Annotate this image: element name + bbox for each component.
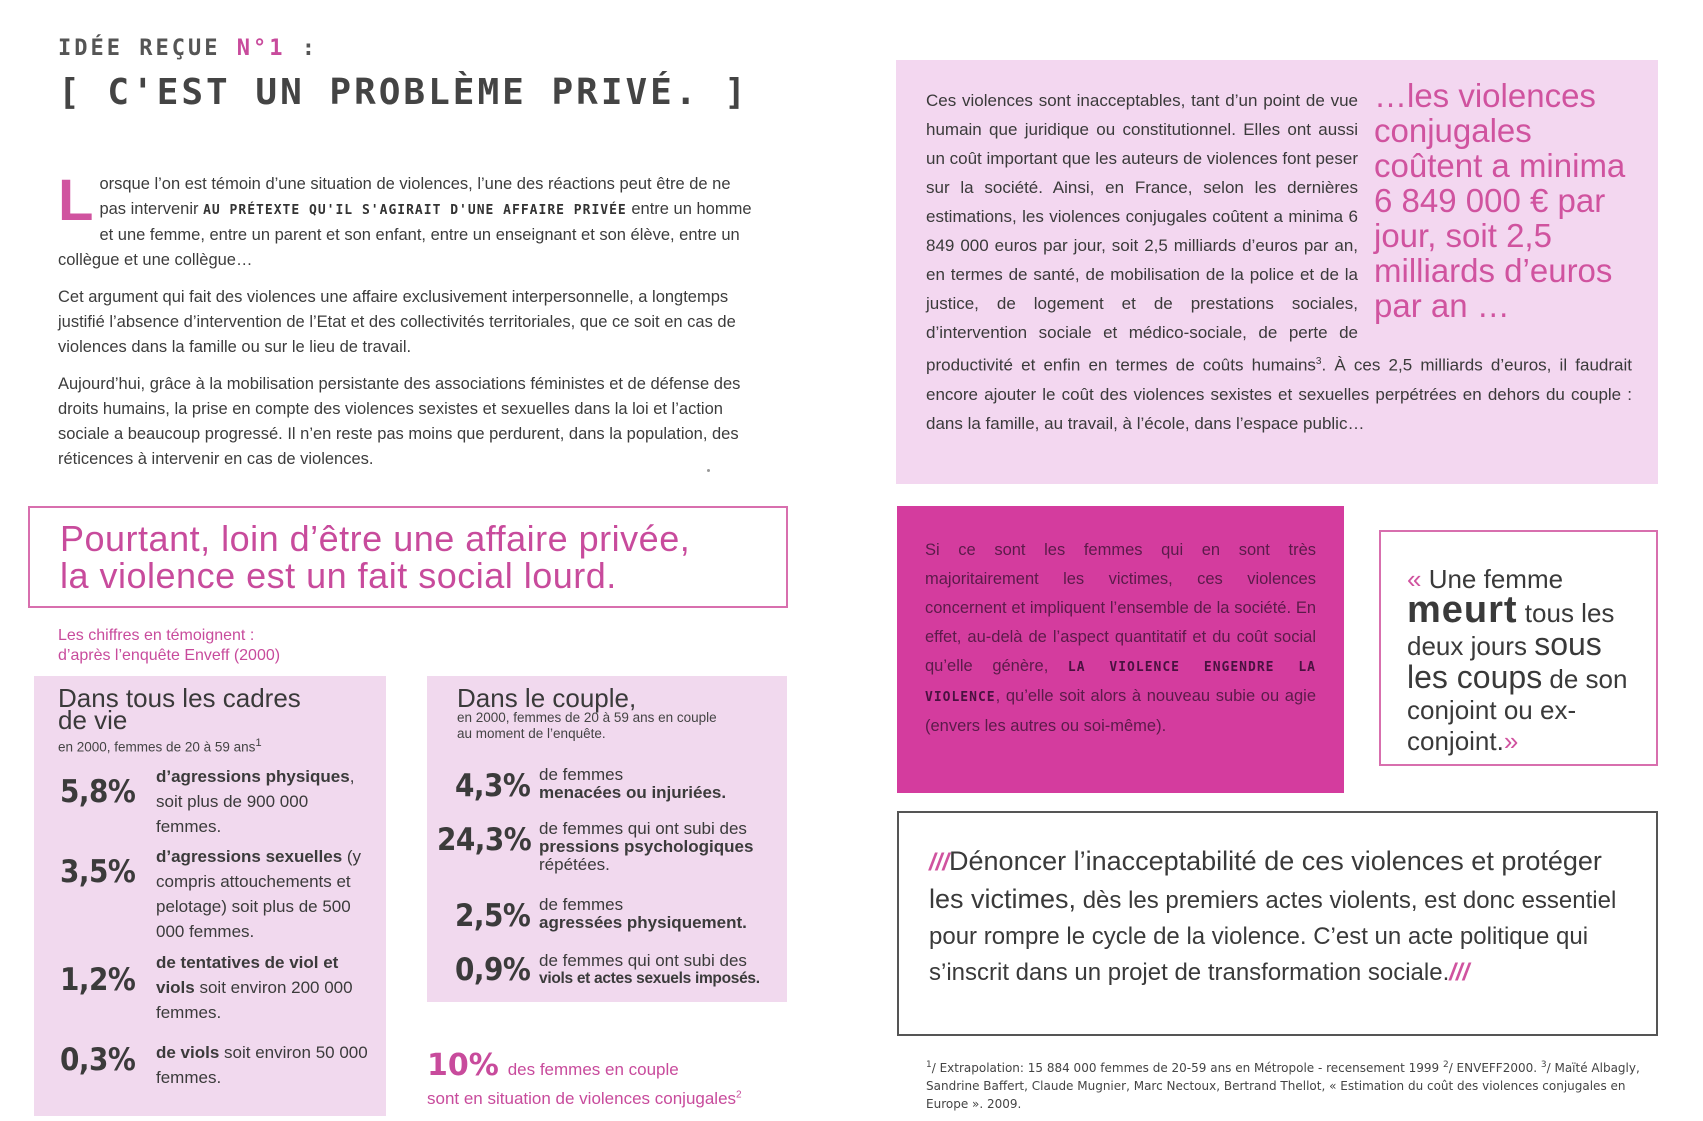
quote-t2: meurt bbox=[1407, 589, 1518, 631]
stat-value: 3,5% bbox=[60, 854, 136, 890]
cost-box bbox=[896, 60, 1658, 484]
intro-paragraph-2: Cet argument qui fait des violences une affaire exclusivement interpersonnelle, a longtemps justifié l’absence d’intervention de l’Etat et des collectivités territoriales, que ce soit en cas de violences dans la famille ou sur le lieu de travail. bbox=[58, 288, 736, 356]
box-title-line-1: Dans tous les cadres bbox=[58, 683, 301, 713]
stat-bold: de viols bbox=[156, 1043, 220, 1062]
stat-bold: menacées ou injuriées. bbox=[539, 783, 727, 802]
ten-percent-text-2 bbox=[427, 1089, 807, 1109]
kicker bbox=[58, 36, 318, 61]
quote-t5: de son conjoint ou ex-conjoint. bbox=[1407, 664, 1628, 756]
stat-value: 1,2% bbox=[60, 962, 136, 998]
footnote-3: / Maïté Albagly, Sandrine Baffert, Claude Mugnier, Marc Nectoux, Bertrand Thellot, « Estimation du coût des violences conjugales en Europe ». 2009. bbox=[926, 1061, 1640, 1111]
stat-rest: soit environ 50 000 femmes. bbox=[156, 1043, 368, 1087]
stat-text bbox=[156, 1040, 384, 1090]
stat-text bbox=[156, 764, 376, 839]
footnotes bbox=[926, 1056, 1642, 1113]
stats-box-all-settings bbox=[34, 676, 386, 1116]
cost-highlight: …les violences conjugales coûtent a minima 6 849 000 € par jour, soit 2,5 milliards d’euros par an … bbox=[1374, 77, 1626, 324]
ten-percent-text-1: des femmes en couple bbox=[507, 1060, 679, 1079]
box-title-line-2: de vie bbox=[58, 705, 128, 735]
stat-bold: agressées physiquement. bbox=[539, 913, 747, 932]
pourtant-line-1: Pourtant, loin d’être une affaire privée, bbox=[60, 518, 691, 559]
stat-bold: d’agressions physiques bbox=[156, 767, 350, 786]
intro-text bbox=[58, 168, 758, 484]
intro-p1-end: entre un homme et une femme, entre un parent et son enfant, entre un enseignant et son élève, entre un collègue et une collègue… bbox=[58, 200, 752, 269]
stat-bold: de tentatives de viol et viols bbox=[156, 953, 339, 997]
page-title: [ C'EST UN PROBLÈME PRIVÉ. ] bbox=[58, 72, 749, 113]
stat-rest: , soit plus de 900 000 femmes. bbox=[156, 767, 355, 836]
slashes-close: /// bbox=[1449, 959, 1470, 986]
violence-emphasis: LA VIOLENCE ENGENDRE LA VIOLENCE bbox=[925, 660, 1316, 705]
quote-t3: tous les deux jours bbox=[1407, 598, 1615, 661]
stat-text bbox=[539, 952, 779, 988]
source-line-1: Les chiffres en témoignent : bbox=[58, 627, 255, 644]
source-note bbox=[58, 626, 280, 666]
stats-box-couple bbox=[427, 676, 787, 1002]
footnote-2: / ENVEFF2000. bbox=[1448, 1061, 1541, 1075]
footnote-1: / Extrapolation: 15 884 000 femmes de 20-59 ans en Métropole - recensement 1999 bbox=[931, 1061, 1443, 1075]
quote-t4: sous les coups bbox=[1407, 626, 1602, 695]
stat-value: 4,3% bbox=[455, 768, 531, 804]
stat-rest: (y compris attouchements et pelotage) soit plus de 500 000 femmes. bbox=[156, 847, 362, 941]
stat-text bbox=[539, 820, 779, 874]
box-title: Dans le couple, bbox=[457, 683, 637, 713]
stat-value: 2,5% bbox=[455, 898, 531, 934]
box-subtitle-sup: 1 bbox=[255, 737, 262, 749]
cost-body: Ces violences sont inacceptables, tant d’un point de vue humain que juridique ou constitutionnel. Elles ont aussi un coût important que les auteurs de violences font peser sur la société. Ainsi, en France, selon les dernières estimations, les violences conjugales coûtent a minima 6 849 000 euros par jour, soit 2,5 milliards d’euros par an, en termes de santé, de mobilisation de la police et de la justice, de logement et de prestations sociales, d’intervention sociale et médico-sociale, de perte de productivité et enfin en termes de coûts humains bbox=[926, 91, 1358, 375]
stat-bold: d’agressions sexuelles bbox=[156, 847, 343, 866]
stat-bold: viols et actes sexuels imposés. bbox=[539, 970, 760, 987]
ten-percent-value: 10% bbox=[427, 1048, 499, 1083]
quote-box bbox=[1379, 530, 1658, 766]
slashes-open: /// bbox=[929, 849, 950, 876]
stat-text bbox=[156, 950, 366, 1025]
denoncer-lead: Dénoncer l’inacceptabilité de ces violences et protéger les victimes, bbox=[929, 846, 1602, 914]
quote-close: » bbox=[1503, 726, 1519, 756]
box-subtitle-text: en 2000, femmes de 20 à 59 ans bbox=[58, 739, 256, 755]
stat-plain: de femmes qui ont subi des bbox=[539, 951, 747, 970]
cost-body-end: . À ces 2,5 milliards d’euros, il faudrait encore ajouter le coût des violences sexistes et sexuelles perpétrées en dehors du couple : dans la famille, au travail, à l’école, dans l’espace public… bbox=[926, 355, 1632, 433]
cost-body-sup: 3 bbox=[1315, 356, 1322, 367]
stat-value: 5,8% bbox=[60, 774, 136, 810]
stat-bold: pressions psychologiques bbox=[539, 837, 754, 856]
box-subtitle bbox=[58, 735, 262, 756]
quote-t1: Une femme bbox=[1421, 564, 1564, 594]
box-subtitle-line-2: au moment de l’enquête. bbox=[457, 726, 606, 741]
footnote-3-num: 3 bbox=[1540, 1060, 1547, 1070]
kicker-number: N°1 bbox=[236, 36, 286, 61]
footnote-2-num: 2 bbox=[1442, 1060, 1449, 1070]
intro-p1-emphasis: AU PRÉTEXTE QU'IL S'AGIRAIT D'UNE AFFAIRE PRIVÉE bbox=[203, 203, 627, 218]
box-subtitle-line-1: en 2000, femmes de 20 à 59 ans en couple bbox=[457, 710, 717, 725]
intro-paragraph-3: Aujourd’hui, grâce à la mobilisation persistante des associations féministes et de défense des droits humains, la prise en compte des violences sexistes et sexuelles dans la loi et l’action sociale a beaucoup progressé. Il n’en reste pas moins que perdurent, dans la population, des réticences à intervenir en cas de violences. bbox=[58, 375, 741, 468]
denoncer-rest: dès les premiers actes violents, est donc essentiel pour rompre le cycle de la violence. C’est un acte politique qui s’inscrit dans un projet de transformation sociale. bbox=[929, 887, 1617, 986]
stat-text bbox=[156, 844, 376, 944]
stat-plain: de femmes qui ont subi des bbox=[539, 819, 747, 838]
stat-value: 0,9% bbox=[455, 952, 531, 988]
intro-p1-start: orsque l’on est témoin d’une situation de violences, l’une des réactions peut être de ne pas intervenir bbox=[99, 175, 731, 218]
ten-percent-sup: 2 bbox=[736, 1089, 742, 1101]
stat-plain: de femmes bbox=[539, 765, 624, 784]
stat-text bbox=[539, 896, 779, 932]
denoncer-box bbox=[897, 811, 1658, 1036]
stat-value: 24,3% bbox=[437, 822, 532, 858]
stat-plain: de femmes bbox=[539, 895, 624, 914]
pourtant-callout bbox=[28, 506, 788, 608]
ten-percent-callout bbox=[427, 1048, 807, 1109]
kicker-prefix: IDÉE REÇUE bbox=[58, 36, 221, 61]
intro-paragraph-1 bbox=[58, 168, 758, 273]
footnote-1-num: 1 bbox=[926, 1060, 932, 1070]
source-line-2: d’après l’enquête Enveff (2000) bbox=[58, 647, 281, 664]
kicker-suffix: : bbox=[285, 36, 318, 61]
stat-value: 0,3% bbox=[60, 1042, 136, 1078]
violence-box bbox=[897, 506, 1344, 793]
pourtant-line-2: la violence est un fait social lourd. bbox=[60, 555, 617, 596]
stat-rest: répétées. bbox=[539, 855, 610, 874]
dropcap: L bbox=[58, 168, 94, 233]
stat-rest: soit environ 200 000 femmes. bbox=[156, 978, 353, 1022]
speck bbox=[707, 469, 710, 472]
cost-text bbox=[926, 77, 1632, 438]
violence-text-start: Si ce sont les femmes qui en sont très majoritairement les victimes, ces violences concernent et impliquent l’ensemble de la société. En effet, au-delà de l’aspect quantitatif et du coût social qu’elle génère, bbox=[925, 541, 1316, 675]
ten-percent-text-2-content: sont en situation de violences conjugales bbox=[427, 1089, 737, 1108]
quote-open: « bbox=[1407, 564, 1422, 594]
violence-text-end: , qu’elle soit alors à nouveau subie ou agie (envers les autres ou soi-même). bbox=[925, 687, 1316, 735]
stat-text bbox=[539, 766, 779, 802]
